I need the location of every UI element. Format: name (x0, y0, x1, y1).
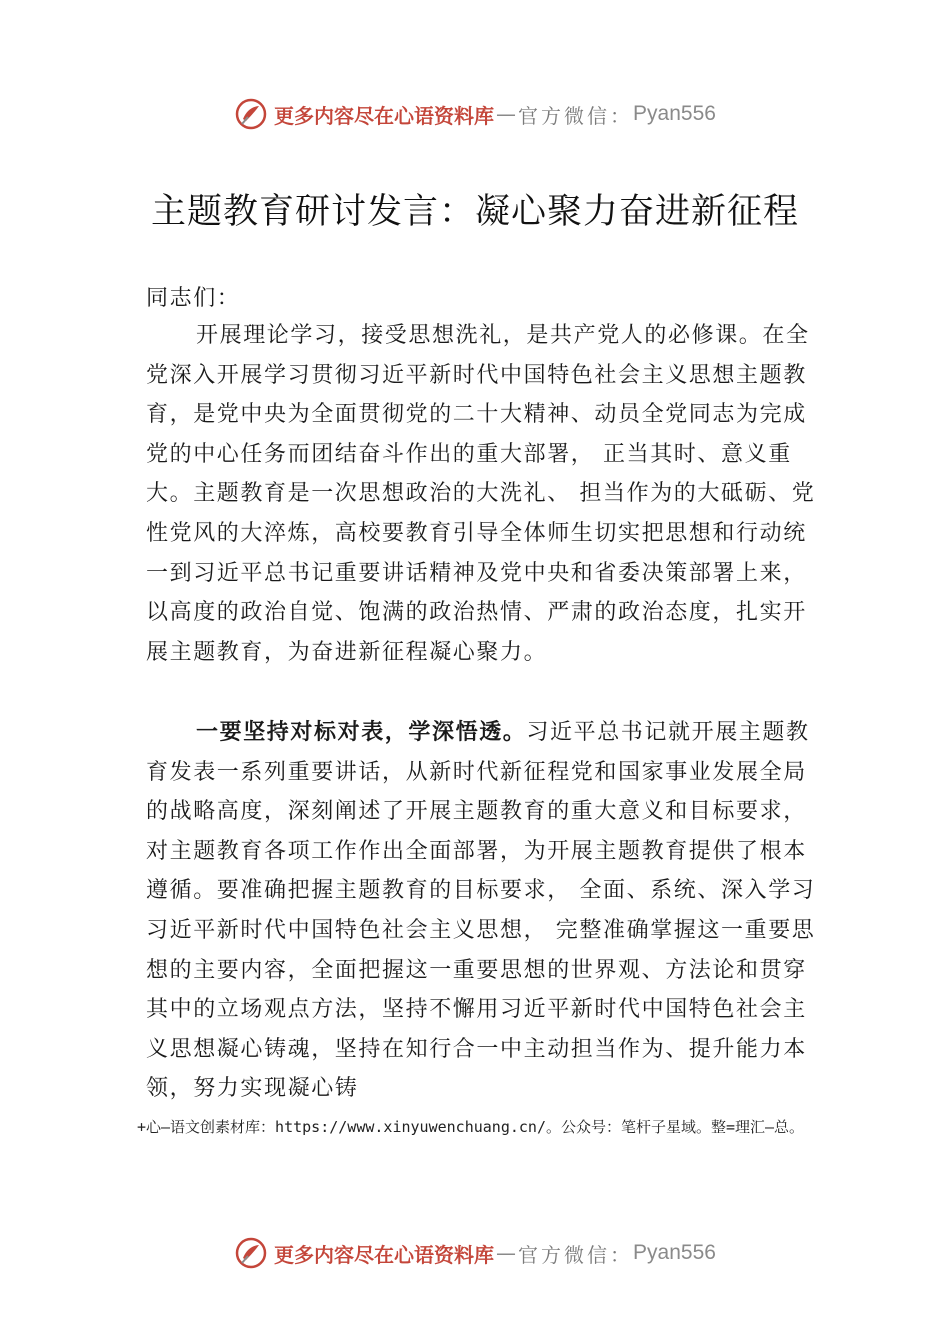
banner-wechat-label: 官方微信： (518, 103, 634, 128)
paragraph-2-body: 习近平总书记就开展主题教育发表一系列重要讲话，从新时代新征程党和国家事业发展全局的战略高度，深刻阐述了开展主题教育的重大意义和目标要求，对主题教育各项工作作出全面部署，为开展主题教育提供了根本遵循。要准确把握主题教育的目标要求， 全面、系统、深入学习习近平新时代中国特色社会主义思想， 完整准确掌握这一重要思想的主要内容，全面把握这一重要思想的世界观、方法论和贯穿其中的立场观点方法，坚持不懈用习近平新时代中国特色社会主义思想凝心铸魂，坚持在知行合一中主动担当作为、提升能力本领，努力实现凝心铸 (146, 720, 816, 1102)
salutation: 同志们： (146, 286, 241, 311)
banner-wechat-id: Pyan556 (633, 1241, 716, 1264)
banner-dash: — (496, 1241, 517, 1265)
paragraph-2-lead: 一要坚持对标对表，学深悟透。 (196, 719, 527, 745)
header-banner (0, 94, 950, 134)
paragraph-2 (146, 713, 826, 1109)
logo-icon (234, 1236, 268, 1270)
paragraph-1: 开展理论学习，接受思想洗礼，是共产党人的必修课。在全党深入开展学习贯彻习近平新时代中国特色社会主义思想主题教育，是党中央为全面贯彻党的二十大精神、动员全党同志为完成党的中心任务而团结奋斗作出的重大部署， 正当其时、意义重大。主题教育是一次思想政治的大洗礼、 担当作为的大砥砺、党性党风的大淬炼，高校要教育引导全体师生切实把思想和行动统一到习近平总书记重要讲话精神及党中央和省委决策部署上来，以高度的政治自觉、饱满的政治热情、严肃的政治态度，扎实开展主题教育，为奋进新征程凝心聚力。 (146, 323, 816, 665)
footnote: +心—语文创素材库：https://www.xinyuwenchuang.cn/。公众号：笔杆子星域。整=理汇—总。 (137, 1118, 805, 1136)
logo-icon (234, 97, 268, 131)
document-title: 主题教育研讨发言：凝心聚力奋进新征程 (150, 192, 799, 232)
banner-main-text: 更多内容尽在心语资料库 (274, 103, 495, 128)
banner-main-text: 更多内容尽在心语资料库 (274, 1242, 495, 1267)
banner-wechat-id: Pyan556 (633, 102, 716, 125)
footer-banner (0, 1233, 950, 1273)
banner-wechat-label: 官方微信： (518, 1242, 634, 1267)
banner-dash: — (496, 102, 517, 126)
